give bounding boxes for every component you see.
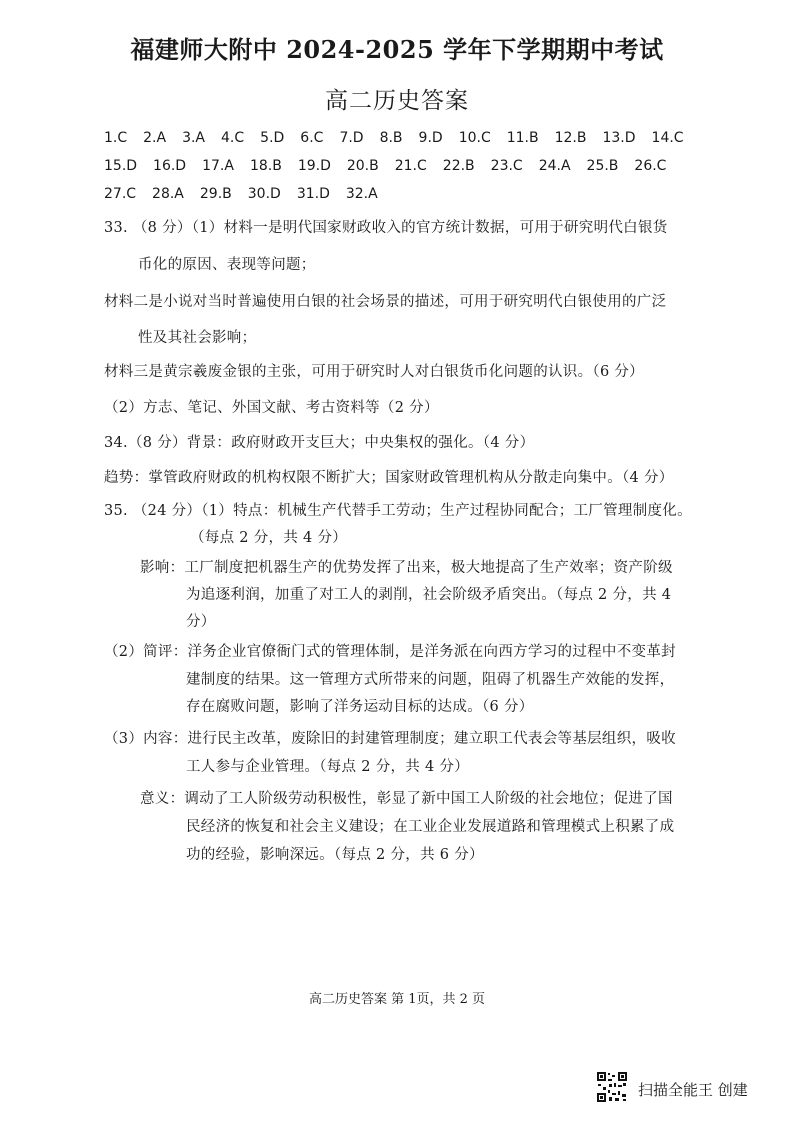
q35-line-11: 意义：调动了工人阶级劳动积极性，彰显了新中国工人阶级的社会地位；促进了国 xyxy=(140,791,673,807)
q35-line-4: 为追逐利润，加重了对工人的剥削，社会阶级矛盾突出。（每点 2 分，共 4 xyxy=(186,587,672,603)
mc-answer: 16.D xyxy=(153,158,187,174)
mc-answer: 22.B xyxy=(442,158,475,174)
mc-answer: 29.B xyxy=(199,186,232,202)
q35-line-1: 35. （24 分）（1）特点：机械生产代替手工劳动；生产过程协同配合；工厂管理制度化。 xyxy=(104,503,692,519)
q35-line-6: （2）简评：洋务企业官僚衙门式的管理体制，是洋务派在向西方学习的过程中不变革封 xyxy=(104,644,676,660)
qr-code-icon xyxy=(596,1071,628,1103)
q33-line-5: 材料三是黄宗羲废金银的主张，可用于研究时人对白银货币化问题的认识。（6 分） xyxy=(104,364,644,380)
mc-answer: 13.D xyxy=(602,130,636,146)
q35-line-8: 存在腐败问题，影响了洋务运动目标的达成。（6 分） xyxy=(186,699,534,715)
mc-answer: 9.D xyxy=(418,130,443,146)
mc-answer: 12.B xyxy=(554,130,587,146)
mc-answer: 31.D xyxy=(296,186,330,202)
mc-answer: 6.C xyxy=(300,130,324,146)
q35-line-5: 分） xyxy=(186,614,216,630)
q33-line-4: 性及其社会影响； xyxy=(138,330,257,346)
mc-answer: 10.C xyxy=(458,130,491,146)
q35-line-13: 功的经验，影响深远。（每点 2 分，共 6 分） xyxy=(186,847,484,863)
mc-answer-row-1 xyxy=(104,130,700,146)
mc-answer: 19.D xyxy=(297,158,331,174)
q35-line-3: 影响：工厂制度把机器生产的优势发挥了出来，极大地提高了生产效率；资产阶级 xyxy=(140,560,673,576)
mc-answer: 18.B xyxy=(249,158,282,174)
q33-line-6: （2）方志、笔记、外国文献、考古资料等（2 分） xyxy=(104,400,439,416)
mc-answer: 25.B xyxy=(586,158,619,174)
q35-line-9: （3）内容：进行民主改革，废除旧的封建管理制度；建立职工代表会等基层组织，吸收 xyxy=(104,731,676,747)
mc-answer: 17.A xyxy=(202,158,234,174)
q35-line-2: （每点 2 分，共 4 分） xyxy=(190,530,348,546)
mc-answer: 23.C xyxy=(490,158,523,174)
mc-answer: 24.A xyxy=(538,158,571,174)
mc-answer-row-3 xyxy=(104,186,394,202)
mc-answer: 1.C xyxy=(104,130,128,146)
page-footer: 高二历史答案 第 1页，共 2 页 xyxy=(308,992,486,1007)
q33-line-3: 材料二是小说对当时普遍使用白银的社会场景的描述，可用于研究明代白银使用的广泛 xyxy=(104,294,667,310)
mc-answer: 27.C xyxy=(104,186,137,202)
mc-answer: 2.A xyxy=(143,130,167,146)
mc-answer: 32.A xyxy=(345,186,378,202)
mc-answer: 8.B xyxy=(379,130,403,146)
mc-answer: 26.C xyxy=(634,158,667,174)
mc-answer: 3.A xyxy=(182,130,206,146)
mc-answer: 7.D xyxy=(339,130,364,146)
mc-answer-row-2 xyxy=(104,158,682,174)
mc-answer: 20.B xyxy=(346,158,379,174)
q35-line-7: 建制度的结果。这一管理方式所带来的问题，阻碍了机器生产效能的发挥， xyxy=(186,672,675,688)
mc-answer: 21.C xyxy=(394,158,427,174)
mc-answer: 14.C xyxy=(651,130,684,146)
page-subtitle: 高二历史答案 xyxy=(325,88,469,114)
q34-line-1: 34.（8 分）背景：政府财政开支巨大；中央集权的强化。（4 分） xyxy=(104,435,535,451)
q33-line-1: 33. （8 分）（1）材料一是明代国家财政收入的官方统计数据，可用于研究明代白银货 xyxy=(104,220,668,236)
mc-answer: 11.B xyxy=(506,130,539,146)
mc-answer: 30.D xyxy=(247,186,281,202)
mc-answer: 15.D xyxy=(104,158,138,174)
page-title: 福建师大附中 2024-2025 学年下学期期中考试 xyxy=(130,35,664,64)
mc-answer: 28.A xyxy=(152,186,184,202)
mc-answer: 5.D xyxy=(260,130,285,146)
q33-line-2: 币化的原因、表现等问题； xyxy=(138,257,316,273)
mc-answer: 4.C xyxy=(221,130,245,146)
q35-line-12: 民经济的恢复和社会主义建设；在工业企业发展道路和管理模式上积累了成 xyxy=(186,819,675,835)
q35-line-10: 工人参与企业管理。（每点 2 分，共 4 分） xyxy=(186,759,470,775)
scanner-watermark: 扫描全能王 创建 xyxy=(638,1081,748,1099)
q34-line-2: 趋势：掌管政府财政的机构权限不断扩大；国家财政管理机构从分散走向集中。（4 分） xyxy=(104,470,674,486)
